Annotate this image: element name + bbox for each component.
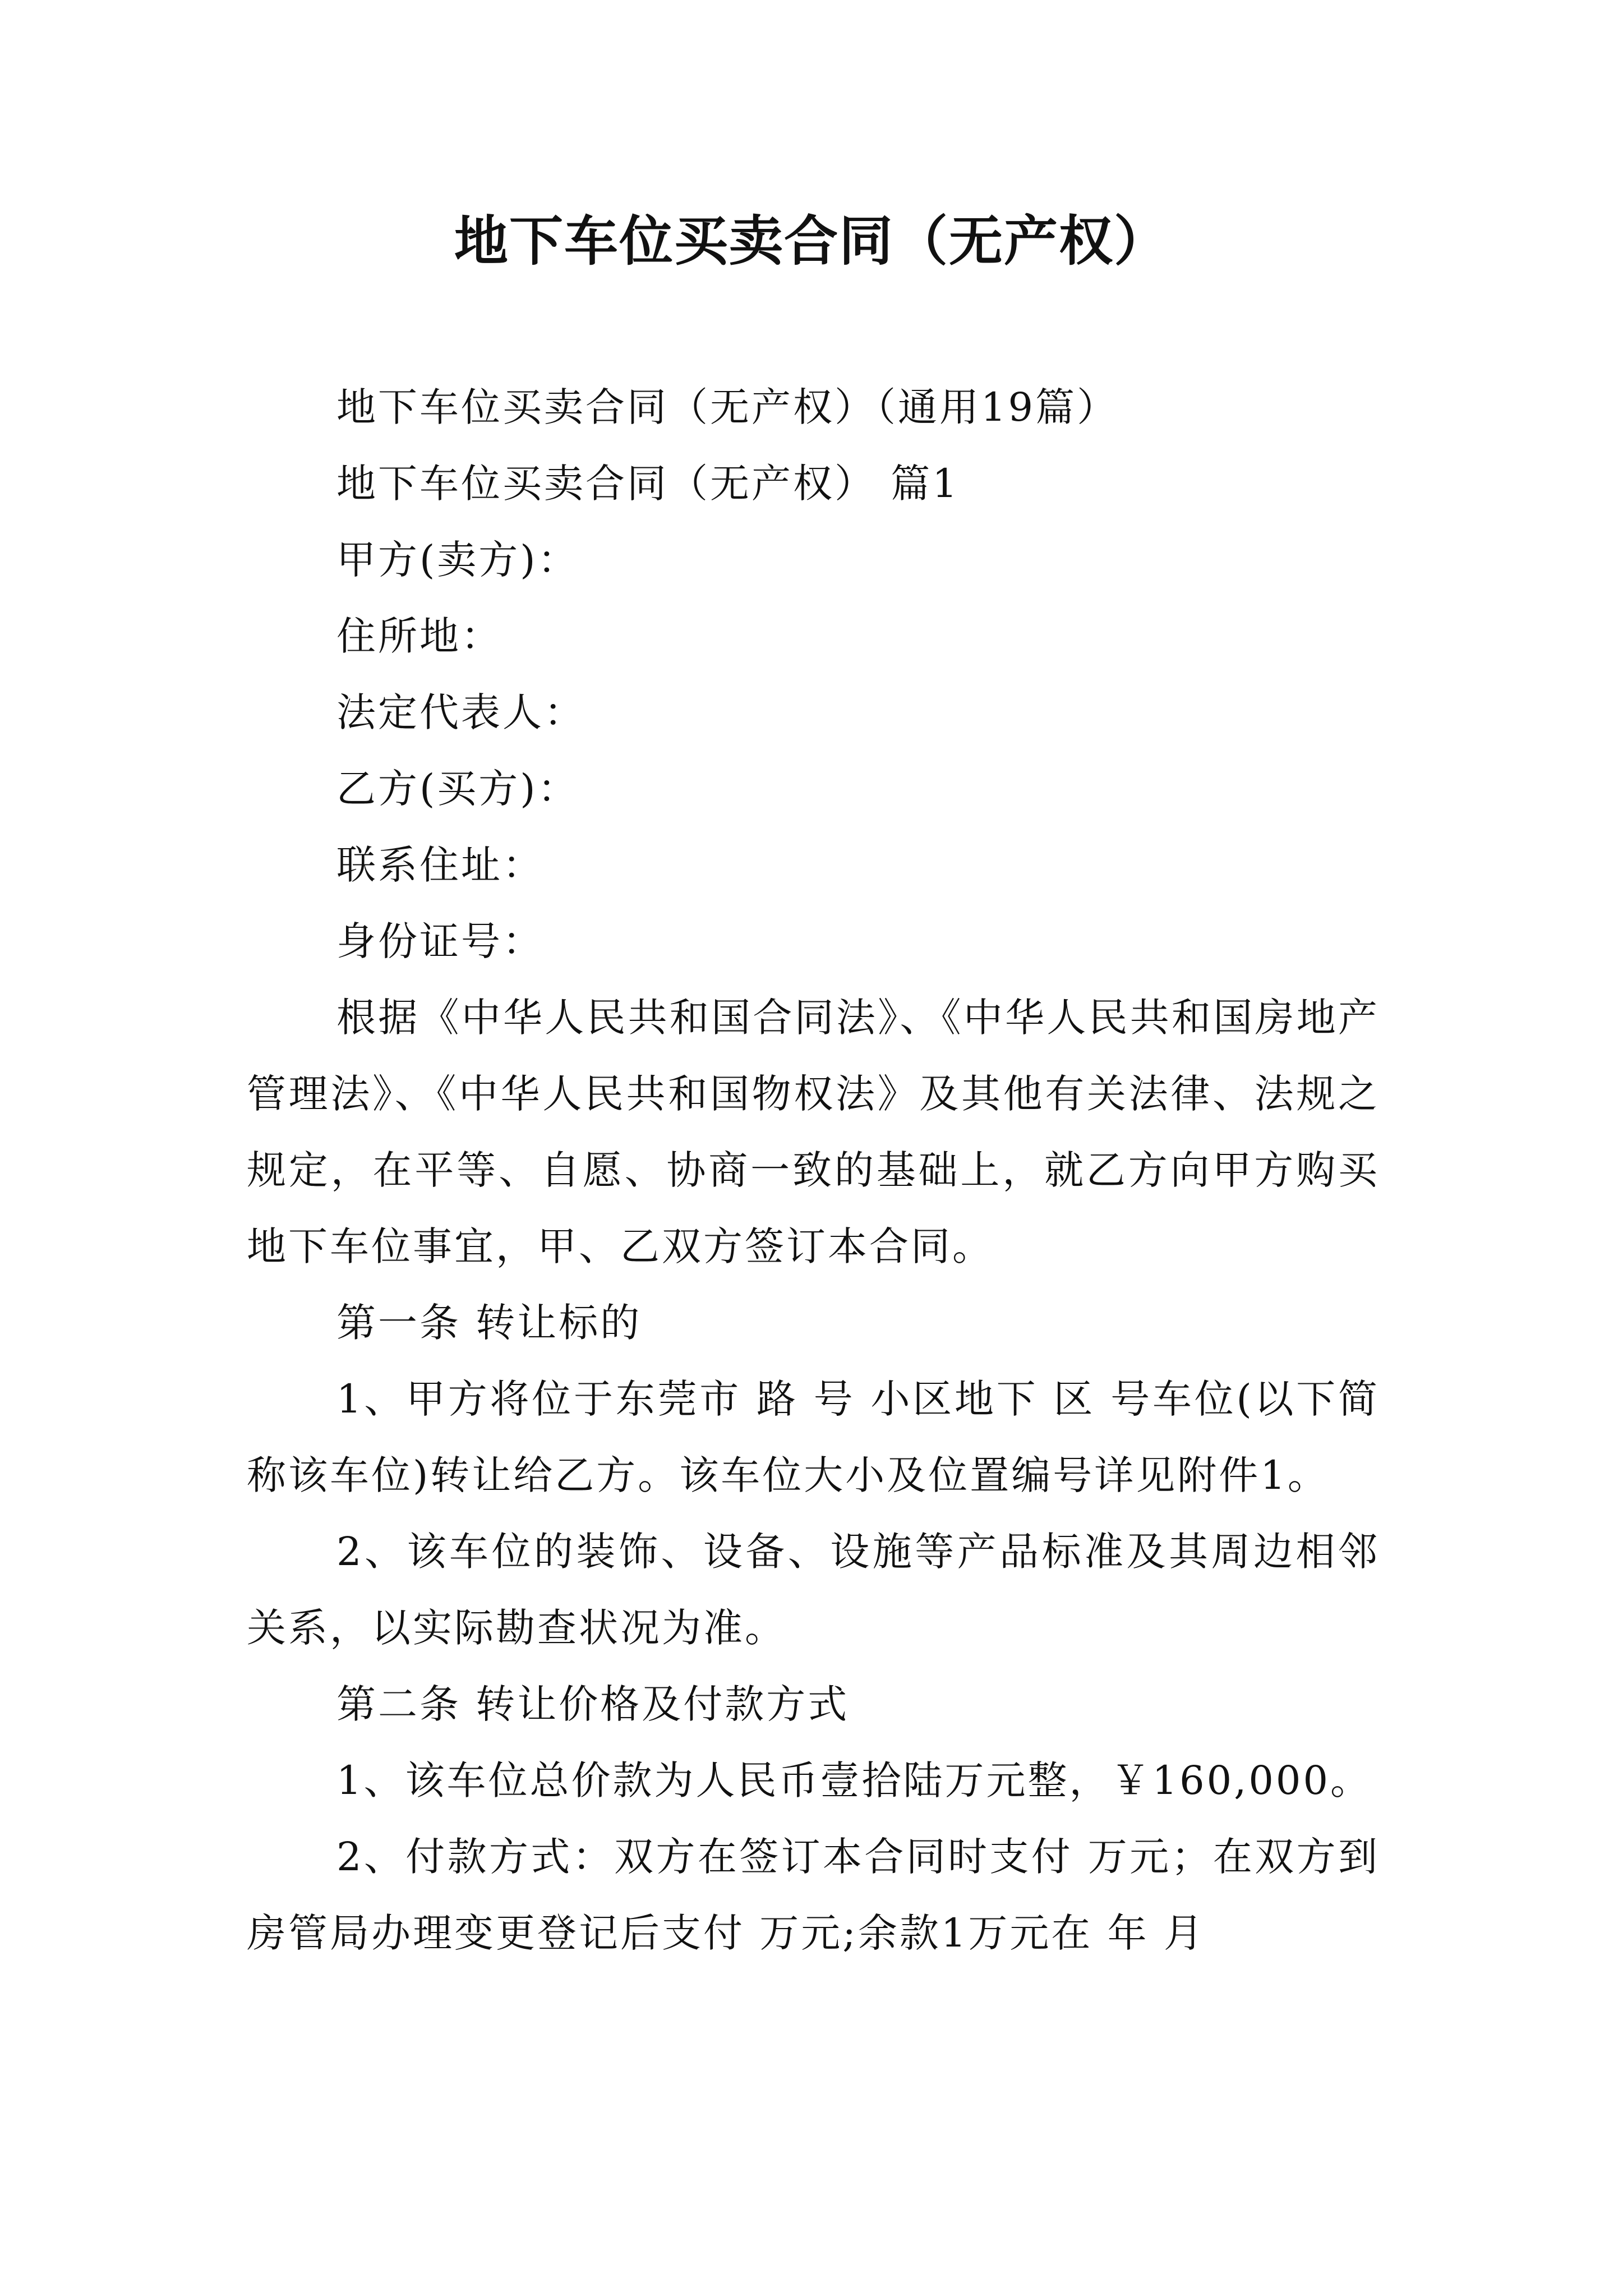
paragraph-subtitle: 地下车位买卖合同（无产权）（通用19篇）	[336, 384, 1119, 430]
paragraph-article-2-item-2: 2、付款方式：双方在签订本合同时支付 万元；在双方到房管局办理变更登记后支付 万元;余款1万元在 年 月	[247, 1834, 1380, 1956]
paragraph-address: 住所地：	[336, 613, 502, 659]
paragraph-legal-representative: 法定代表人：	[336, 689, 585, 735]
document-body	[247, 369, 1380, 1971]
document-title: 地下车位买卖合同（无产权）	[454, 209, 1169, 273]
paragraph-article-1-heading: 第一条 转让标的	[336, 1300, 642, 1346]
paragraph-id-number: 身份证号：	[336, 918, 544, 964]
paragraph-article-1-item-2: 2、该车位的装饰、设备、设施等产品标准及其周边相邻关系，以实际勘查状况为准。	[247, 1529, 1380, 1651]
paragraph-article-2-heading: 第二条 转让价格及付款方式	[336, 1681, 850, 1727]
paragraph-article-1-item-1: 1、甲方将位于东莞市 路 号 小区地下 区 号车位(以下简称该车位)转让给乙方。该车位大小及位置编号详见附件1。	[247, 1376, 1380, 1498]
paragraph-section-heading: 地下车位买卖合同（无产权） 篇1	[336, 461, 960, 507]
paragraph-article-2-item-1: 1、该车位总价款为人民币壹拾陆万元整，￥160,000。	[336, 1757, 1372, 1803]
paragraph-party-a: 甲方(卖方)：	[336, 537, 579, 583]
paragraph-preamble: 根据《中华人民共和国合同法》、《中华人民共和国房地产管理法》、《中华人民共和国物权法》及其他有关法律、法规之规定，在平等、自愿、协商一致的基础上，就乙方向甲方购买地下车位事宜，甲、乙双方签订本合同。	[247, 995, 1380, 1269]
paragraph-contact-address: 联系住址：	[336, 842, 544, 888]
paragraph-party-b: 乙方(买方)：	[336, 766, 579, 812]
